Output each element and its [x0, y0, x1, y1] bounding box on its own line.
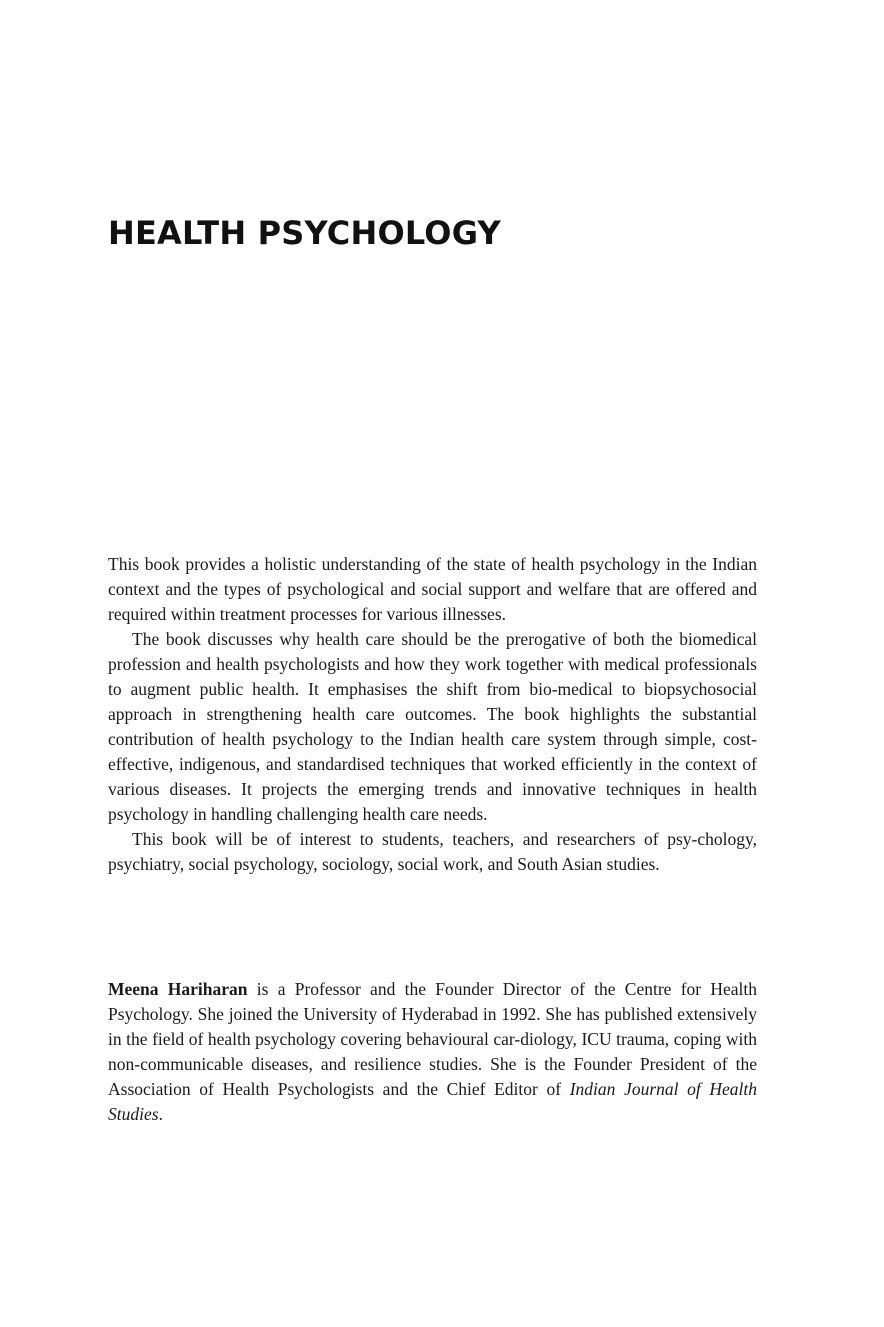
book-description — [108, 552, 757, 877]
author-bio-end: . — [158, 1104, 163, 1124]
description-paragraph: This book provides a holistic understanding of the state of health psychology in the Indian context and the types of psychological and social support and welfare that are offered and required within treatment processes for various illnesses. — [108, 554, 757, 624]
author-bio — [108, 977, 757, 1127]
page-title: HEALTH PSYCHOLOGY — [108, 214, 501, 252]
journal-title: Indian Journal of Health Studies — [108, 1079, 758, 1124]
description-paragraph: This book will be of interest to students, teachers, and researchers of psy-chology, psychiatry, social psychology, sociology, social work, and South Asian studies. — [108, 829, 757, 874]
author-bio-text: is a Professor and the Founder Director of the Centre for Health Psychology. She joined the University of Hyderabad in 1992. She has published extensively in the field of health psychology covering behavioural car-diology, ICU trauma, coping with non-communicable diseases, and resilience studies. She is the Founder President of the Association of Health Psychologists and the Chief Editor of — [108, 979, 757, 1099]
description-paragraph: The book discusses why health care should be the prerogative of both the biomedical profession and health psychologists and how they work together with medical professionals to augment public health. It emphasises the shift from bio-medical to biopsychosocial approach in strengthening health care outcomes. The book highlights the substantial contribution of health psychology to the Indian health care system through simple, cost-effective, indigenous, and standardised techniques that worked efficiently in the context of various diseases. It projects the emerging trends and innovative techniques in health psychology in handling challenging health care needs. — [108, 629, 757, 824]
author-name: Meena Hariharan — [108, 979, 248, 999]
